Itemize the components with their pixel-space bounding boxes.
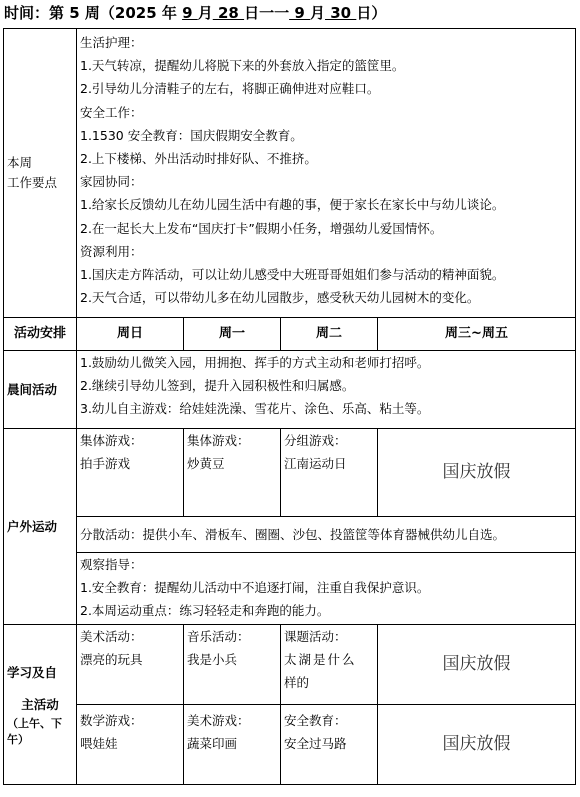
key-point-line: 2.引导幼儿分清鞋子的左右，将脚正确伸进对应鞋口。 (80, 81, 380, 97)
outdoor-holiday: 国庆放假 (378, 429, 576, 517)
learning-label: 学习及自 主活动 （上午、下 午） (4, 625, 77, 785)
morning-content (77, 351, 576, 429)
guidance-row (4, 553, 576, 625)
start-month: 9 (182, 4, 198, 22)
key-point-line: 1.天气转凉，提醒幼儿将脱下来的外套放入指定的篮筐里。 (80, 58, 405, 74)
learning-sunday-2: 数学游戏： 喂娃娃 (77, 705, 184, 785)
end-day: 30 (325, 4, 357, 22)
key-points-row (4, 29, 576, 318)
month-label-2: 月 (310, 4, 326, 22)
morning-line: 2.继续引导幼儿签到，提升入园积极性和归属感。 (80, 378, 355, 394)
life-care-heading: 生活护理： (80, 35, 143, 50)
free-activity-row (4, 517, 576, 553)
learning-sunday-1: 美术活动： 漂亮的玩具 (77, 625, 184, 705)
free-activity: 分散活动：提供小车、滑板车、圈圈、沙包、投篮筐等体育器械供幼儿自选。 (77, 517, 576, 553)
learning-row-1 (4, 625, 576, 705)
title-prefix: 时间：第 5 周（2025 年 (4, 4, 183, 22)
learning-row-2 (4, 705, 576, 785)
learning-monday-2: 美术游戏： 蔬菜印画 (184, 705, 281, 785)
safety-heading: 安全工作： (80, 104, 143, 120)
morning-line: 1.鼓励幼儿微笑入园，用拥抱、挥手的方式主动和老师打招呼。 (80, 355, 430, 370)
morning-label: 晨间活动 (4, 351, 77, 429)
day-wed-fri: 周三~周五 (378, 318, 576, 351)
end-month: 9 (289, 4, 310, 22)
key-point-line: 2.在一起长大上发布“国庆打卡”假期小任务，增强幼儿爱国情怀。 (80, 220, 443, 236)
guidance-content: 观察指导： 1.安全教育：提醒幼儿活动中不追逐打闹，注重自我保护意识。 2.本周运动重点：练习轻轻走和奔跑的能力。 (77, 553, 576, 625)
key-points-content (77, 29, 576, 318)
day-label-2: 日） (356, 4, 387, 22)
day-monday: 周一 (184, 318, 281, 351)
key-point-line: 1.国庆走方阵活动，可以让幼儿感受中大班哥哥姐姐们参与活动的精神面貌。 (80, 267, 505, 283)
outdoor-game-monday: 集体游戏： 炒黄豆 (184, 429, 281, 517)
learning-monday-1: 音乐活动： 我是小兵 (184, 625, 281, 705)
schedule-label: 活动安排 (4, 318, 77, 351)
key-point-line: 1.1530 安全教育：国庆假期安全教育。 (80, 127, 303, 143)
home-school-heading: 家园协同： (80, 174, 143, 190)
page-title (4, 2, 386, 24)
outdoor-label: 户外运动 (4, 429, 77, 625)
day-sunday: 周日 (77, 318, 184, 351)
outdoor-game-tuesday: 分组游戏： 江南运动日 (281, 429, 378, 517)
learning-tuesday-2: 安全教育： 安全过马路 (281, 705, 378, 785)
key-points-label: 本周 工作要点 (4, 29, 77, 318)
key-point-line: 2.上下楼梯、外出活动时排好队、不推挤。 (80, 151, 317, 167)
outdoor-games-row (4, 429, 576, 517)
learning-tuesday-1: 课题活动： 太湖是什么 样的 (281, 625, 378, 705)
learning-holiday-1: 国庆放假 (378, 625, 576, 705)
key-point-line: 2.天气合适，可以带幼儿多在幼儿园散步，感受秋天幼儿园树木的变化。 (80, 290, 480, 306)
month-label-1: 月 (197, 4, 213, 22)
learning-holiday-2: 国庆放假 (378, 705, 576, 785)
day-label-1: 日一一 (244, 4, 290, 22)
schedule-header-row (4, 318, 576, 351)
day-tuesday: 周二 (281, 318, 378, 351)
outdoor-game-sunday: 集体游戏： 拍手游戏 (77, 429, 184, 517)
key-point-line: 1.给家长反馈幼儿在幼儿园生活中有趣的事，便于家长在家长中与幼儿谈论。 (80, 197, 505, 213)
morning-line: 3.幼儿自主游戏：给娃娃洗澡、雪花片、涂色、乐高、粘土等。 (80, 401, 430, 417)
start-day: 28 (212, 4, 245, 22)
morning-row (4, 351, 576, 429)
plan-table (3, 28, 576, 785)
resources-heading: 资源利用： (80, 243, 143, 259)
